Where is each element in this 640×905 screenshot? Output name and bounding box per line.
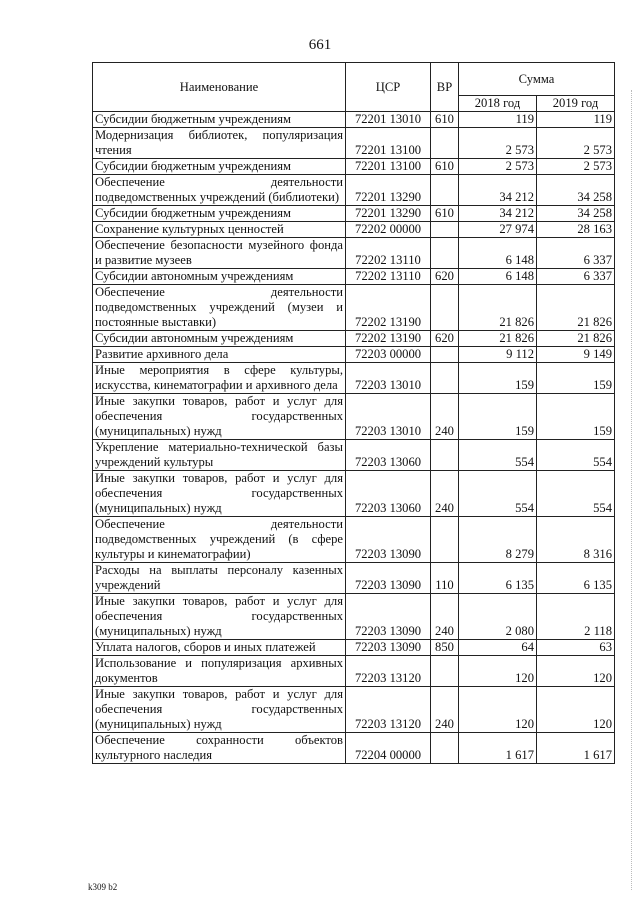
row-sum-2018: 8 279 <box>459 517 537 563</box>
row-sum-2018: 6 148 <box>459 238 537 269</box>
table-row <box>93 331 615 347</box>
row-sum-2018: 2 080 <box>459 594 537 640</box>
row-sum-2019: 6 337 <box>537 269 615 285</box>
row-sum-2019: 2 573 <box>537 159 615 175</box>
row-vr <box>431 347 459 363</box>
header-year-2018: 2018 год <box>459 96 537 112</box>
header-sum: Сумма <box>459 63 615 96</box>
row-sum-2018: 21 826 <box>459 285 537 331</box>
row-sum-2018: 34 212 <box>459 206 537 222</box>
row-sum-2019: 28 163 <box>537 222 615 238</box>
row-name: Субсидии автономным учреждениям <box>93 331 346 347</box>
header-csr: ЦСР <box>346 63 431 112</box>
row-vr: 610 <box>431 112 459 128</box>
row-name: Использование и популяризация архивных документов <box>93 656 346 687</box>
budget-table <box>92 62 615 764</box>
row-csr: 72202 13110 <box>346 269 431 285</box>
table-row <box>93 517 615 563</box>
row-sum-2018: 21 826 <box>459 331 537 347</box>
table-row <box>93 112 615 128</box>
row-sum-2019: 34 258 <box>537 206 615 222</box>
row-vr <box>431 733 459 764</box>
row-vr: 240 <box>431 594 459 640</box>
table-body <box>93 112 615 764</box>
page-number: 661 <box>308 37 332 53</box>
row-csr: 72202 00000 <box>346 222 431 238</box>
row-sum-2019: 63 <box>537 640 615 656</box>
row-csr: 72201 13100 <box>346 159 431 175</box>
row-sum-2018: 120 <box>459 656 537 687</box>
row-vr: 610 <box>431 159 459 175</box>
row-vr: 240 <box>431 394 459 440</box>
table-row <box>93 594 615 640</box>
row-vr <box>431 175 459 206</box>
row-sum-2019: 6 337 <box>537 238 615 269</box>
table-row <box>93 128 615 159</box>
row-name: Иные закупки товаров, работ и услуг для обеспечения государственных (муниципальных) нужд <box>93 687 346 733</box>
table-row <box>93 238 615 269</box>
row-vr <box>431 128 459 159</box>
row-sum-2019: 21 826 <box>537 331 615 347</box>
row-csr: 72201 13100 <box>346 128 431 159</box>
row-vr <box>431 238 459 269</box>
row-sum-2018: 6 135 <box>459 563 537 594</box>
row-sum-2019: 119 <box>537 112 615 128</box>
row-name: Развитие архивного дела <box>93 347 346 363</box>
margin-mark <box>631 90 634 890</box>
table-row <box>93 222 615 238</box>
row-name: Сохранение культурных ценностей <box>93 222 346 238</box>
row-sum-2018: 159 <box>459 394 537 440</box>
row-csr: 72202 13110 <box>346 238 431 269</box>
table-row <box>93 440 615 471</box>
row-name: Субсидии бюджетным учреждениям <box>93 159 346 175</box>
row-sum-2019: 6 135 <box>537 563 615 594</box>
row-csr: 72204 00000 <box>346 733 431 764</box>
row-csr: 72203 13120 <box>346 687 431 733</box>
row-name: Уплата налогов, сборов и иных платежей <box>93 640 346 656</box>
row-sum-2018: 9 112 <box>459 347 537 363</box>
table-row <box>93 285 615 331</box>
row-sum-2019: 8 316 <box>537 517 615 563</box>
row-name: Обеспечение деятельности подведомственных учреждений (в сфере культуры и кинематографии) <box>93 517 346 563</box>
row-name: Иные закупки товаров, работ и услуг для обеспечения государственных (муниципальных) нужд <box>93 394 346 440</box>
row-csr: 72201 13290 <box>346 175 431 206</box>
row-vr: 610 <box>431 206 459 222</box>
header-vr: ВР <box>431 63 459 112</box>
table-row <box>93 687 615 733</box>
row-csr: 72203 13010 <box>346 363 431 394</box>
row-name: Обеспечение деятельности подведомственных учреждений (библиотеки) <box>93 175 346 206</box>
row-sum-2019: 21 826 <box>537 285 615 331</box>
row-vr <box>431 363 459 394</box>
row-name: Обеспечение сохранности объектов культурного наследия <box>93 733 346 764</box>
table-row <box>93 733 615 764</box>
row-csr: 72203 13090 <box>346 594 431 640</box>
table-row <box>93 563 615 594</box>
row-sum-2019: 2 573 <box>537 128 615 159</box>
row-vr: 110 <box>431 563 459 594</box>
table-row <box>93 656 615 687</box>
row-csr: 72202 13190 <box>346 331 431 347</box>
row-vr: 240 <box>431 687 459 733</box>
row-vr: 620 <box>431 331 459 347</box>
row-sum-2019: 554 <box>537 440 615 471</box>
row-name: Иные закупки товаров, работ и услуг для обеспечения государственных (муниципальных) нужд <box>93 471 346 517</box>
row-name: Обеспечение деятельности подведомственных учреждений (музеи и постоянные выставки) <box>93 285 346 331</box>
row-vr <box>431 656 459 687</box>
header-year-2019: 2019 год <box>537 96 615 112</box>
table-row <box>93 175 615 206</box>
row-sum-2018: 27 974 <box>459 222 537 238</box>
table-row <box>93 347 615 363</box>
table-row <box>93 206 615 222</box>
row-sum-2018: 6 148 <box>459 269 537 285</box>
row-sum-2018: 2 573 <box>459 128 537 159</box>
row-vr: 240 <box>431 471 459 517</box>
row-vr: 620 <box>431 269 459 285</box>
table-row <box>93 394 615 440</box>
row-name: Иные мероприятия в сфере культуры, искусства, кинематографии и архивного дела <box>93 363 346 394</box>
row-name: Обеспечение безопасности музейного фонда и развитие музеев <box>93 238 346 269</box>
row-csr: 72203 13090 <box>346 563 431 594</box>
row-vr: 850 <box>431 640 459 656</box>
row-name: Субсидии бюджетным учреждениям <box>93 206 346 222</box>
row-sum-2018: 159 <box>459 363 537 394</box>
row-sum-2018: 2 573 <box>459 159 537 175</box>
row-sum-2019: 1 617 <box>537 733 615 764</box>
table-row <box>93 471 615 517</box>
row-vr <box>431 222 459 238</box>
row-sum-2018: 554 <box>459 471 537 517</box>
row-csr: 72203 13010 <box>346 394 431 440</box>
header-name: Наименование <box>93 63 346 112</box>
row-sum-2019: 2 118 <box>537 594 615 640</box>
row-name: Расходы на выплаты персоналу казенных учреждений <box>93 563 346 594</box>
row-name: Укрепление материально-технической базы учреждений культуры <box>93 440 346 471</box>
row-name: Модернизация библиотек, популяризация чтения <box>93 128 346 159</box>
row-vr <box>431 285 459 331</box>
row-csr: 72203 13090 <box>346 517 431 563</box>
row-sum-2019: 9 149 <box>537 347 615 363</box>
table-row <box>93 640 615 656</box>
row-csr: 72201 13290 <box>346 206 431 222</box>
table-row <box>93 363 615 394</box>
table-row <box>93 269 615 285</box>
footer-code: k309 b2 <box>88 882 118 892</box>
row-sum-2019: 554 <box>537 471 615 517</box>
row-csr: 72203 13060 <box>346 440 431 471</box>
row-name: Субсидии автономным учреждениям <box>93 269 346 285</box>
row-sum-2019: 159 <box>537 394 615 440</box>
row-csr: 72203 13060 <box>346 471 431 517</box>
row-sum-2019: 120 <box>537 656 615 687</box>
row-csr: 72203 00000 <box>346 347 431 363</box>
row-sum-2018: 64 <box>459 640 537 656</box>
row-vr <box>431 440 459 471</box>
row-csr: 72203 13120 <box>346 656 431 687</box>
row-sum-2018: 120 <box>459 687 537 733</box>
row-sum-2018: 1 617 <box>459 733 537 764</box>
row-csr: 72202 13190 <box>346 285 431 331</box>
table-row <box>93 159 615 175</box>
row-sum-2018: 554 <box>459 440 537 471</box>
row-csr: 72201 13010 <box>346 112 431 128</box>
row-name: Иные закупки товаров, работ и услуг для обеспечения государственных (муниципальных) нужд <box>93 594 346 640</box>
row-sum-2018: 34 212 <box>459 175 537 206</box>
row-sum-2019: 120 <box>537 687 615 733</box>
row-csr: 72203 13090 <box>346 640 431 656</box>
row-name: Субсидии бюджетным учреждениям <box>93 112 346 128</box>
row-vr <box>431 517 459 563</box>
row-sum-2019: 34 258 <box>537 175 615 206</box>
row-sum-2019: 159 <box>537 363 615 394</box>
row-sum-2018: 119 <box>459 112 537 128</box>
